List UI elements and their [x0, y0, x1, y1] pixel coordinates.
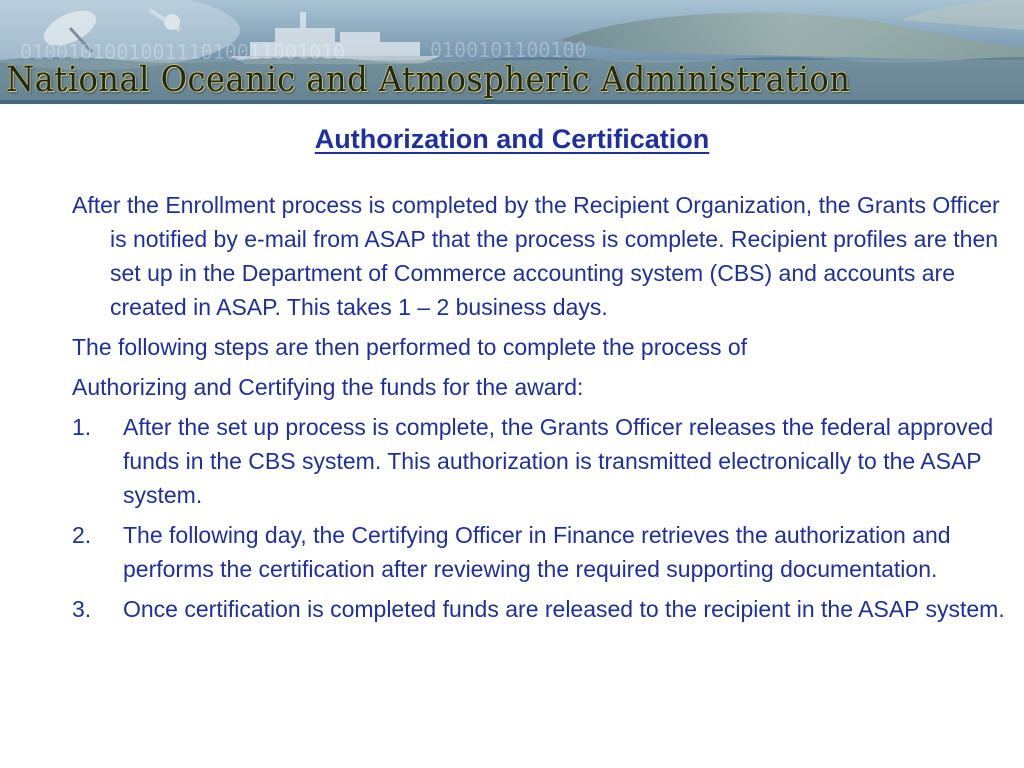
- banner-binary-overlay: 0100101100100: [430, 38, 587, 62]
- noaa-header-banner: [0, 0, 1024, 104]
- step-item: [72, 518, 1016, 586]
- steps-intro-line-1: The following steps are then performed to complete the process of: [72, 334, 748, 360]
- step-item: [72, 410, 1016, 512]
- slide-title: Authorization and Certification: [314, 124, 710, 154]
- step-text: After the set up process is complete, the Grants Officer releases the federal approved funds in the CBS system. This authorization is transmitted electronically to the ASAP system.: [123, 414, 994, 508]
- banner-binary-overlay: 010010100100111010011001010: [20, 40, 346, 64]
- step-number: 2.: [72, 522, 92, 548]
- step-item: [72, 592, 1016, 626]
- slide-body: [72, 188, 1016, 632]
- intro-paragraph: After the Enrollment process is completed by the Recipient Organization, the Grants Officer is notified by e-mail from ASAP that the process is complete. Recipient profiles are then set up in the Department of Commerce accounting system (CBS) and accounts are created in ASAP. This takes 1 – 2 business days.: [72, 192, 1000, 320]
- step-number: 3.: [72, 596, 92, 622]
- step-number: 1.: [72, 414, 92, 440]
- banner-agency-name: National Oceanic and Atmospheric Administration: [6, 60, 851, 100]
- step-text: The following day, the Certifying Officer in Finance retrieves the authorization and performs the certification after reviewing the required supporting documentation.: [123, 522, 951, 582]
- step-text: Once certification is completed funds are released to the recipient in the ASAP system.: [123, 596, 1005, 622]
- steps-intro-line-2: Authorizing and Certifying the funds for the award:: [72, 374, 584, 400]
